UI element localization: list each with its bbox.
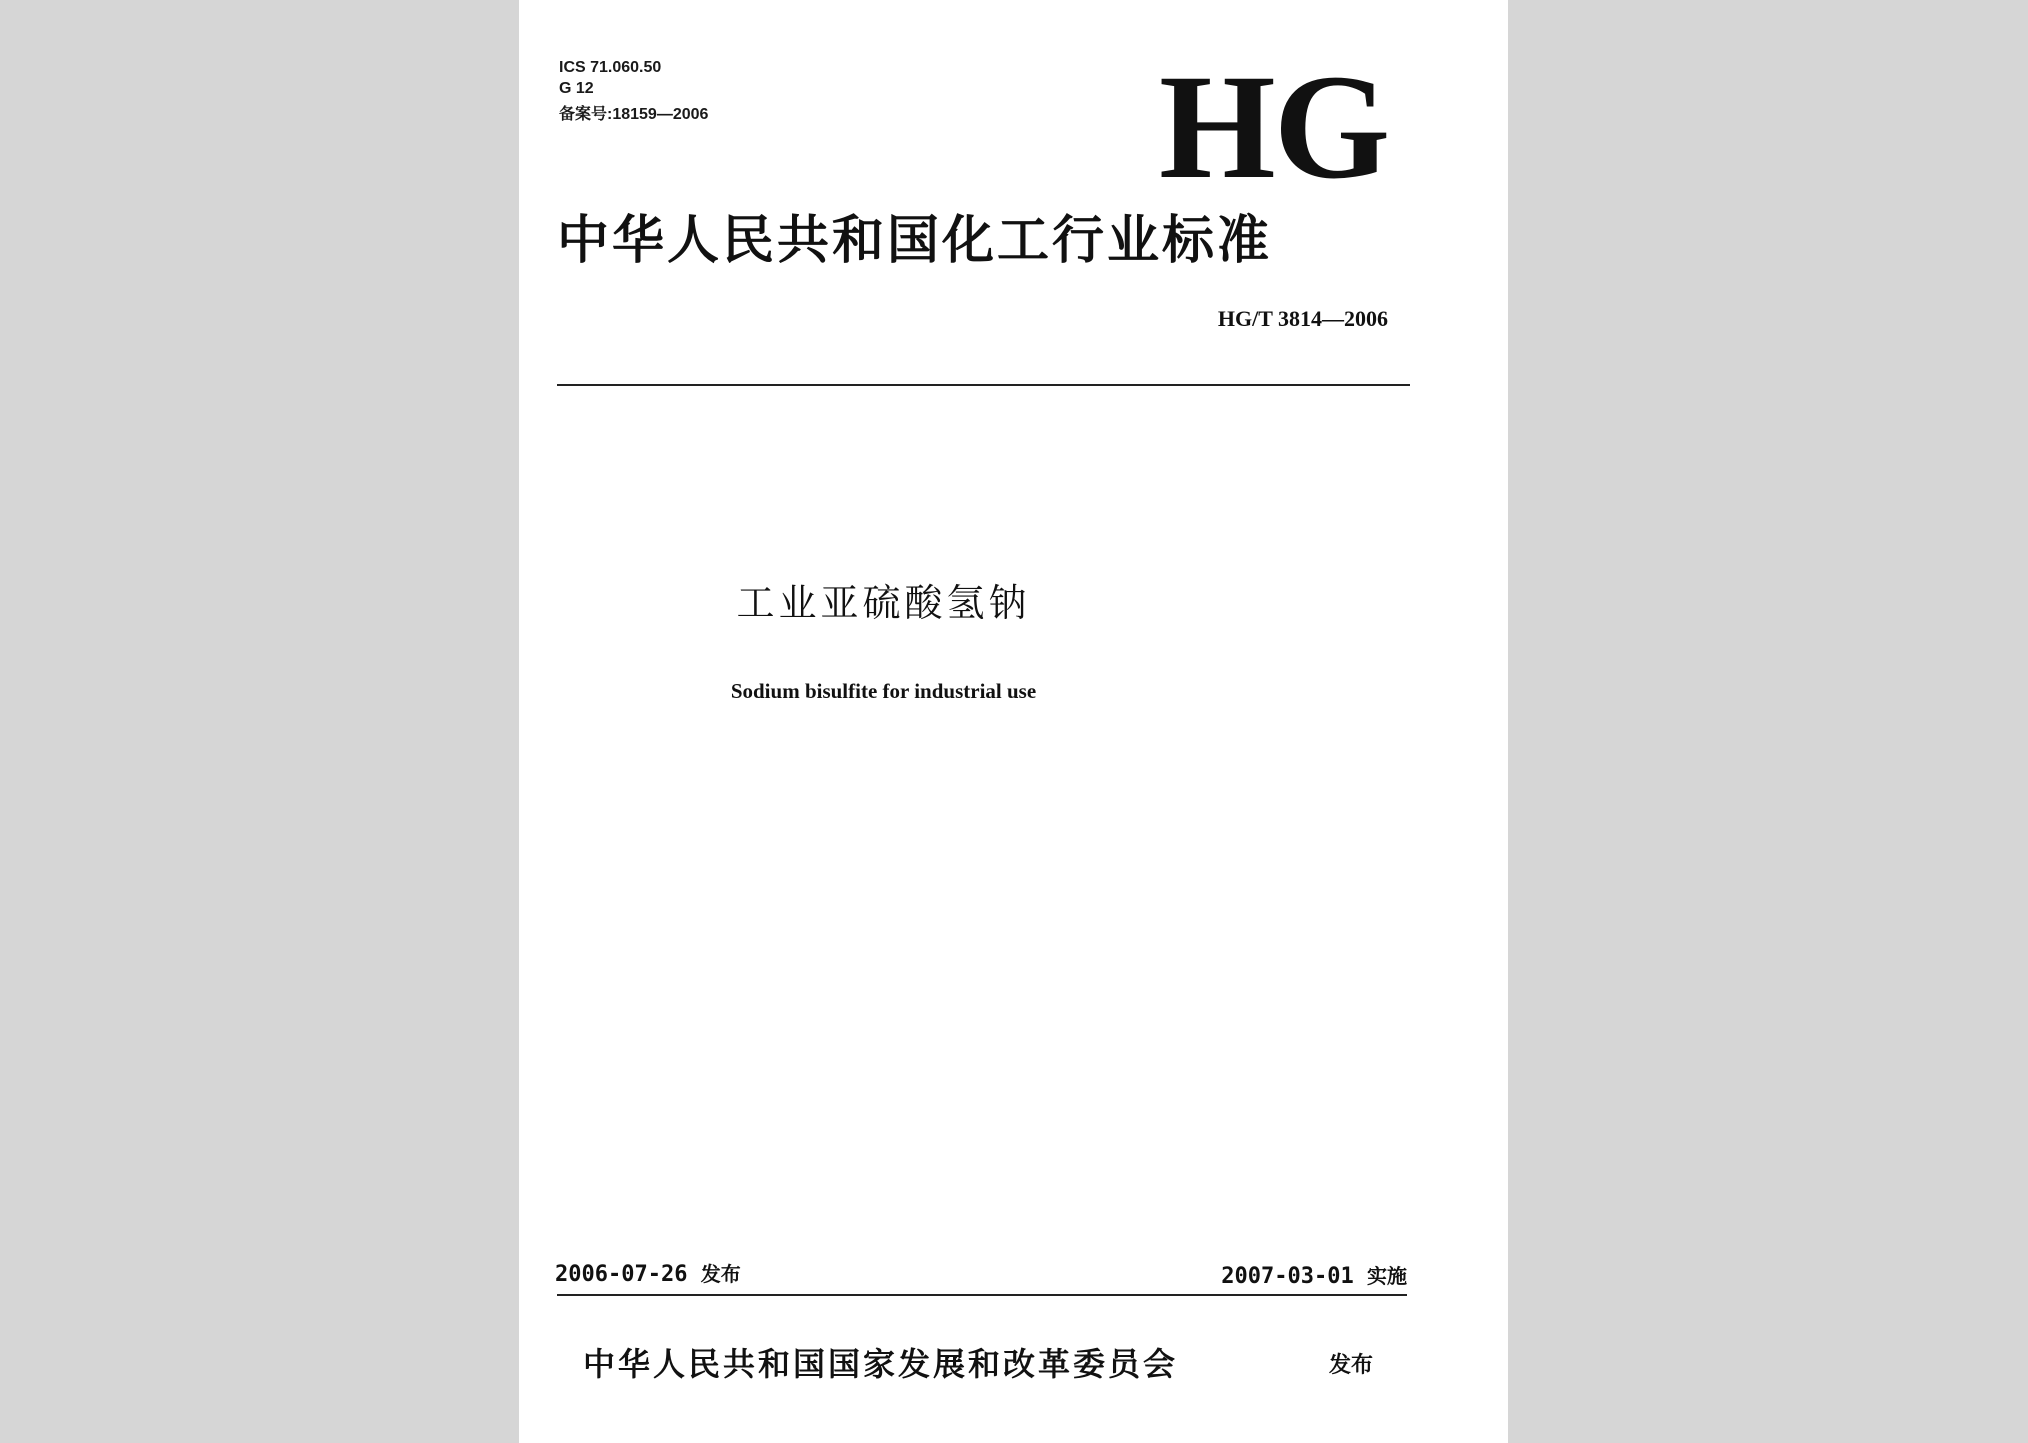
bottom-divider <box>557 1294 1407 1296</box>
standard-number: HG/T 3814—2006 <box>1217 306 1388 331</box>
issue-date <box>555 1260 741 1289</box>
publisher-label: 发布 <box>1329 1353 1374 1378</box>
hg-logo: HG <box>1159 44 1389 210</box>
document-title-chinese: 工业亚硫酸氢钠 <box>736 581 1031 625</box>
publisher-name: 中华人民共和国国家发展和改革委员会 <box>583 1345 1179 1383</box>
document-page <box>519 0 1508 1443</box>
effective-date-value: 2007-03-01 <box>1221 1264 1354 1289</box>
document-title-english: Sodium bisulfite for industrial use <box>730 679 1037 703</box>
filing-number: 备案号:18159—2006 <box>559 106 709 123</box>
top-divider <box>557 384 1410 386</box>
issue-date-value: 2006-07-26 <box>555 1262 688 1287</box>
issue-date-label: 发布 <box>700 1262 741 1286</box>
effective-date-label: 实施 <box>1367 1264 1407 1288</box>
classification-code: G 12 <box>559 80 594 97</box>
ics-code: ICS 71.060.50 <box>559 59 662 76</box>
standard-title: 中华人民共和国化工行业标准 <box>557 211 1273 271</box>
effective-date <box>1221 1262 1407 1291</box>
